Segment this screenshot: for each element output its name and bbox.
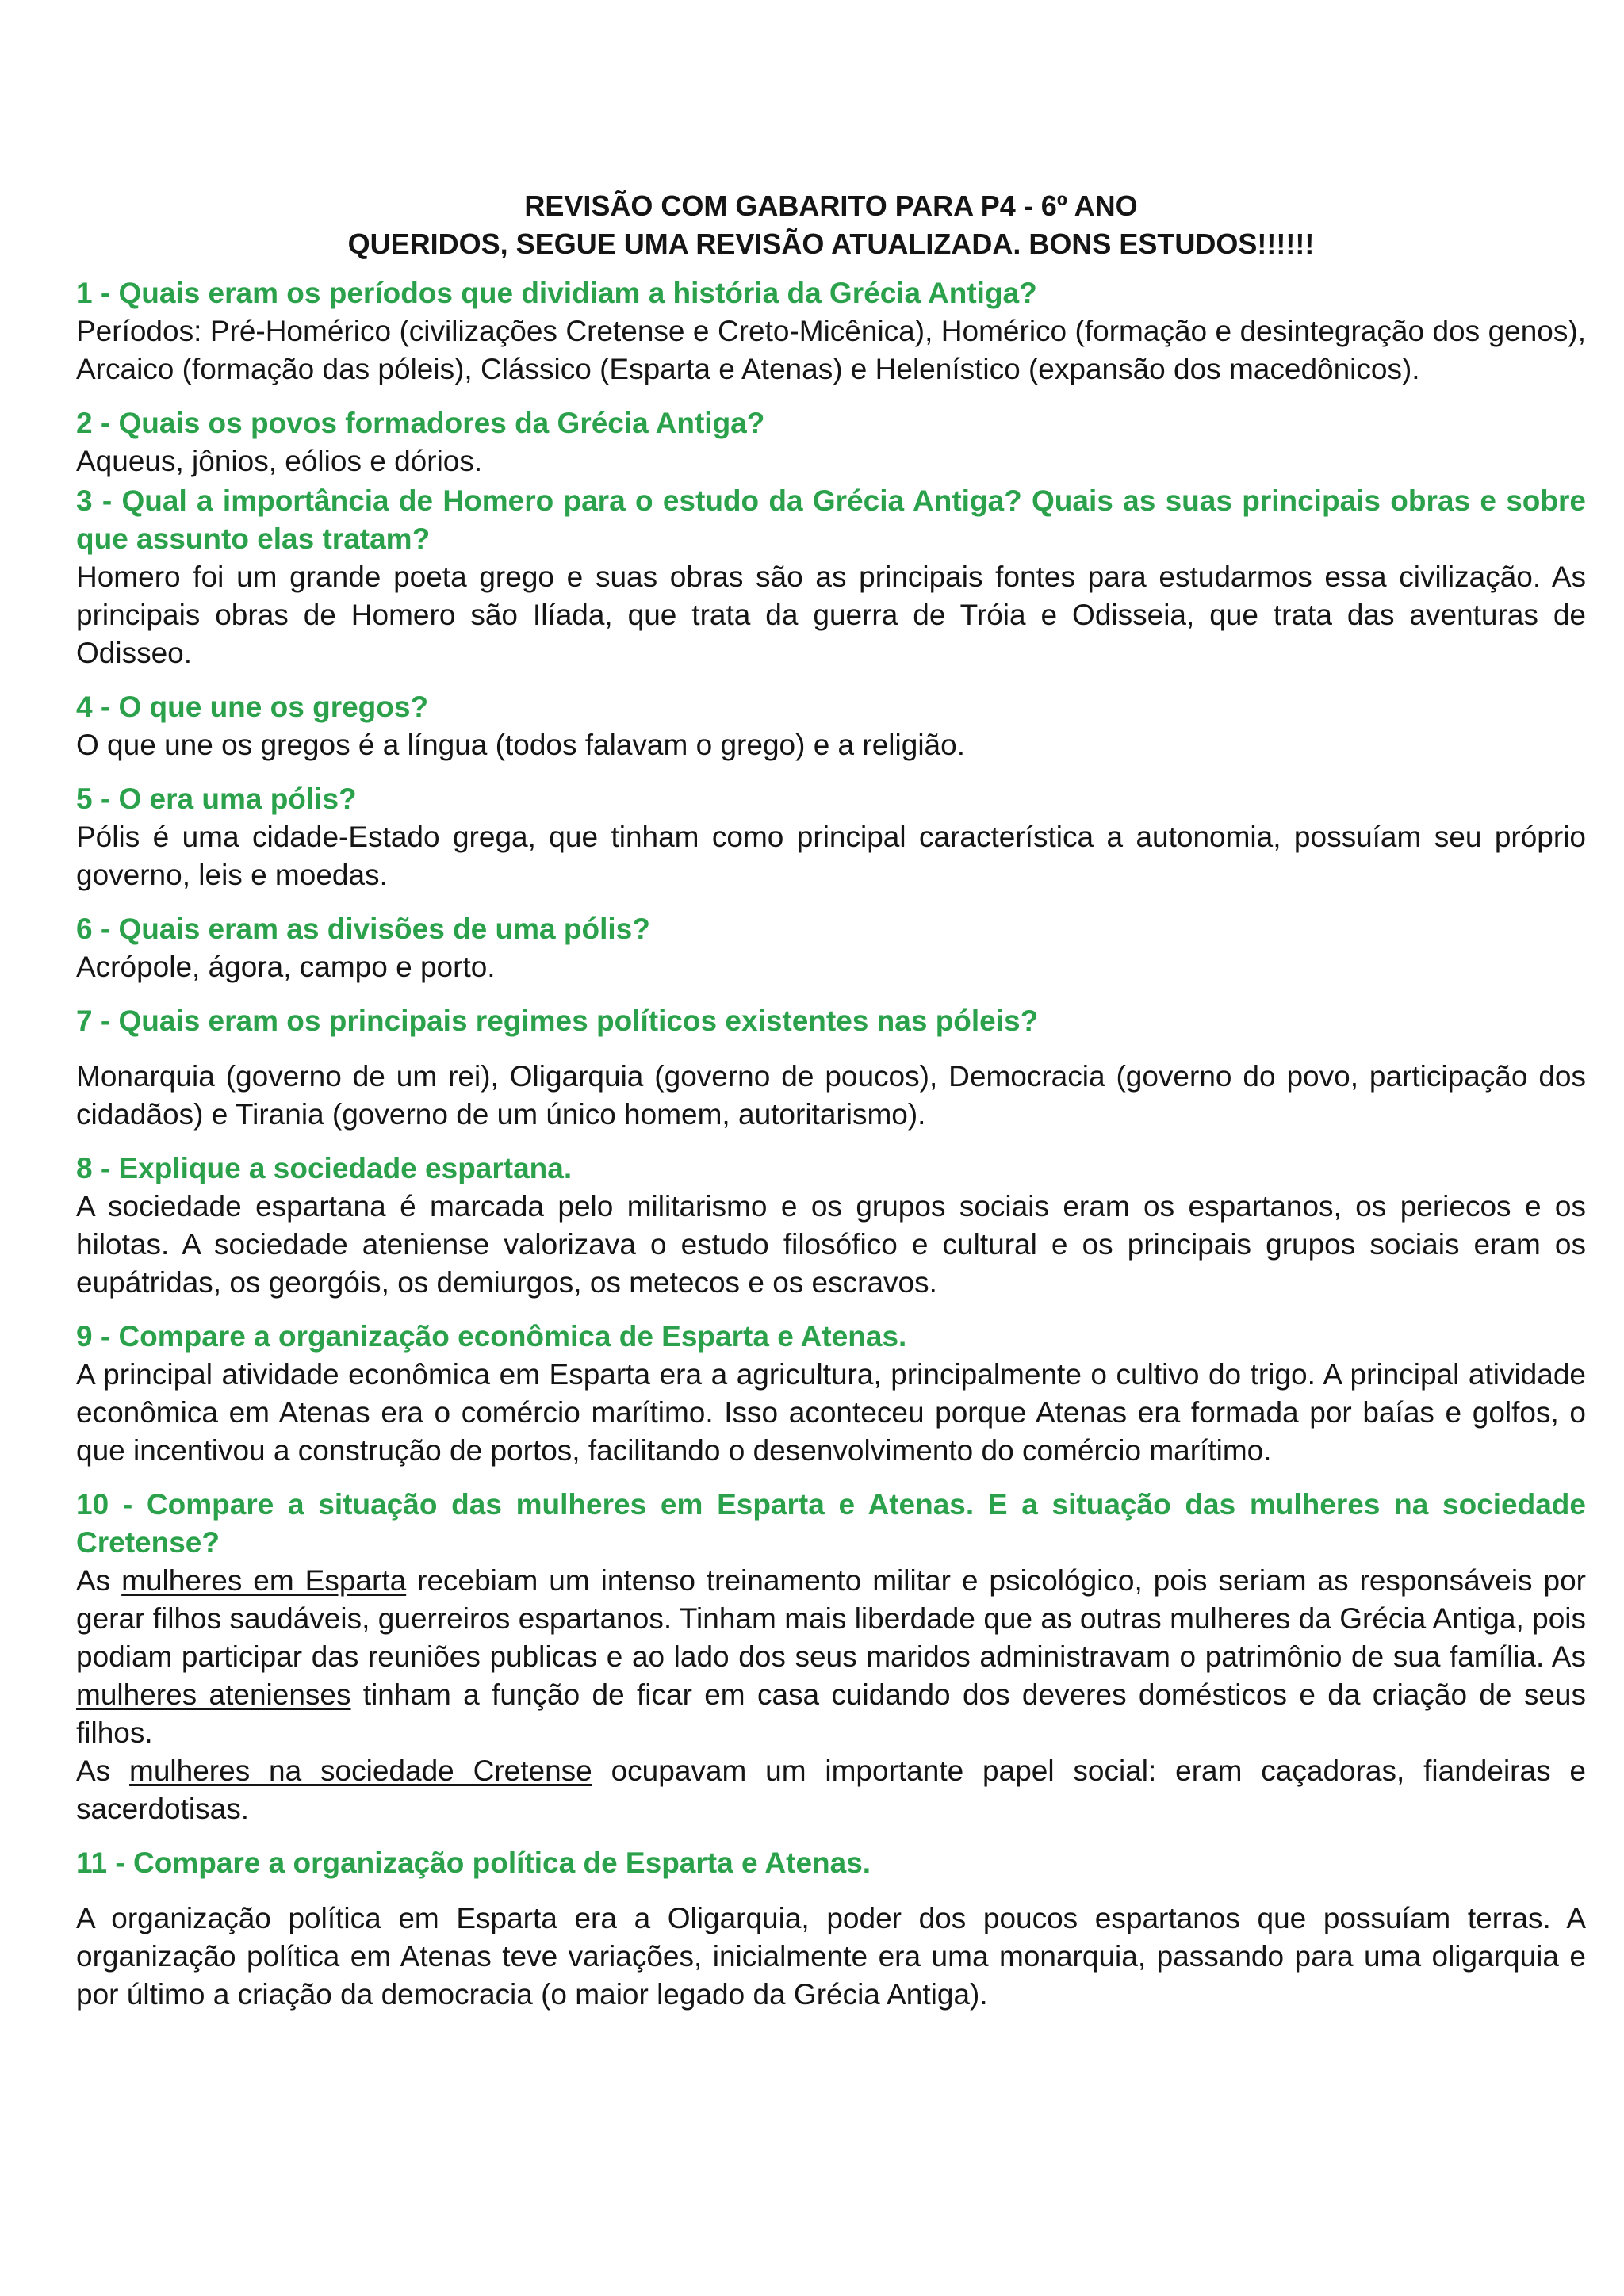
answer-10-underline-cretense: mulheres na sociedade Cretense [129,1755,592,1787]
answer-3: Homero foi um grande poeta grego e suas obras são as principais fontes para estudarmos essa civilização. As principais obras de Homero são Ilíada, que trata da guerra de Tróia e Odisseia, que trata das aventuras de Odisseo. [76,561,1586,669]
question-4: 4 - O que une os gregos? [76,691,429,723]
question-9: 9 - Compare a organização econômica de Esparta e Atenas. [76,1320,907,1353]
answer-1: Períodos: Pré-Homérico (civilizações Cretense e Creto-Micênica), Homérico (formação e desintegração dos genos), Arcaico (formação das póleis), Clássico (Esparta e Atenas) e Helenístico (expansão dos macedônicos). [76,315,1586,385]
question-10: 10 - Compare a situação das mulheres em Esparta e Atenas. E a situação das mulheres na sociedade Cretense? [76,1488,1586,1559]
answer-7: Monarquia (governo de um rei), Oligarquia (governo de poucos), Democracia (governo do povo, participação dos cidadãos) e Tirania (governo de um único homem, autoritarismo). [76,1060,1586,1131]
title-line-2: QUERIDOS, SEGUE UMA REVISÃO ATUALIZADA. BONS ESTUDOS!!!!!! [347,228,1315,260]
answer-10-underline-esparta: mulheres em Esparta [121,1564,407,1597]
answer-5: Pólis é uma cidade-Estado grega, que tinham como principal característica a autonomia, possuíam seu próprio governo, leis e moedas. [76,821,1586,891]
question-7: 7 - Quais eram os principais regimes políticos existentes nas póleis? [76,1004,1039,1037]
answer-4: O que une os gregos é a língua (todos falavam o grego) e a religião. [76,729,965,761]
answer-11: A organização política em Esparta era a Oligarquia, poder dos poucos espartanos que possuíam terras. A organização política em Atenas teve variações, inicialmente era uma monarquia, passando para uma oligarquia e por último a criação da democracia (o maior legado da Grécia Antiga). [76,1902,1586,2011]
answer-6: Acrópole, ágora, campo e porto. [76,951,496,983]
question-8: 8 - Explique a sociedade espartana. [76,1152,573,1184]
document-header [76,187,1586,263]
question-6: 6 - Quais eram as divisões de uma pólis? [76,913,650,945]
question-2: 2 - Quais os povos formadores da Grécia Antiga? [76,407,765,439]
question-11: 11 - Compare a organização política de Esparta e Atenas. [76,1846,871,1879]
answer-10-text-3: ocupavam um importante papel social: eram caçadoras, fiandeiras e sacerdotisas. [76,1755,1586,1825]
title-line-1: REVISÃO COM GABARITO PARA P4 - 6º ANO [524,189,1138,222]
answer-8: A sociedade espartana é marcada pelo militarismo e os grupos sociais eram os espartanos, os periecos e os hilotas. A sociedade ateniense valorizava o estudo filosófico e cultural e os principais grupos sociais eram os eupátridas, os georgóis, os demiurgos, os metecos e os escravos. [76,1190,1586,1299]
answer-10-part-2 [76,1752,1586,1828]
question-5: 5 - O era uma pólis? [76,783,357,815]
answer-10-underline-atenienses: mulheres atenienses [76,1678,351,1711]
answer-2: Aqueus, jônios, eólios e dórios. [76,445,483,477]
question-1: 1 - Quais eram os períodos que dividiam a história da Grécia Antiga? [76,277,1037,309]
answer-10-text-2: tinham a função de ficar em casa cuidando dos deveres domésticos e da criação de seus filhos. [76,1678,1586,1749]
answer-10-text-1: recebiam um intenso treinamento militar e psicológico, pois seriam as responsáveis por gerar filhos saudáveis, guerreiros espartanos. Tinham mais liberdade que as outras mulheres da Grécia Antiga, pois podiam participar das reuniões publicas e ao lado dos seus maridos administravam o patrimônio de sua família. As [76,1564,1586,1673]
answer-10-text-as-2: As [76,1755,130,1787]
answer-10-text-as-1: As [76,1564,122,1597]
answer-9: A principal atividade econômica em Esparta era a agricultura, principalmente o cultivo do trigo. A principal atividade econômica em Atenas era o comércio marítimo. Isso aconteceu porque Atenas era formada por baías e golfos, o que incentivou a construção de portos, facilitando o desenvolvimento do comércio marítimo. [76,1358,1586,1467]
document-page [76,187,1586,2014]
question-3: 3 - Qual a importância de Homero para o estudo da Grécia Antiga? Quais as suas principais obras e sobre que assunto elas tratam? [76,484,1586,555]
answer-10-part-1 [76,1562,1586,1752]
